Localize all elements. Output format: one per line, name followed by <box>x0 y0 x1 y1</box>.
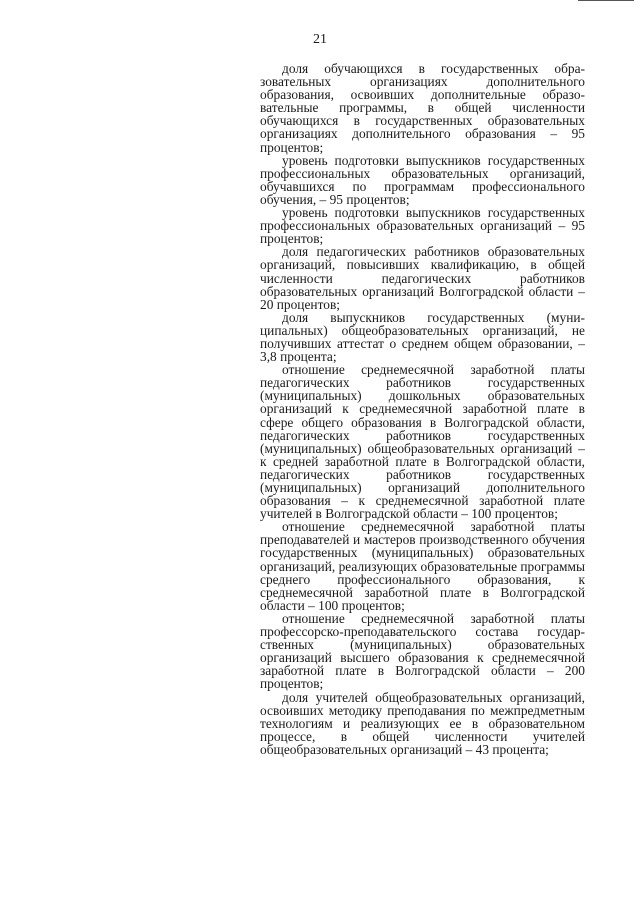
paragraph-graduates-without-certificate: доля выпускников государственных (муниципальных) общеобразовательных организаций, не получивших аттестат о среднем общем образовании, – 3,8 процента; <box>260 309 585 365</box>
document-body <box>260 62 585 756</box>
paragraph-teacher-salary-ratio: отношение среднемесячной заработной платы педагогических работников государственных (муниципальных) дошкольных образовательных организаций к среднемесячной заработной плате в сфере общего образования в Волгоградской области, педагогических работников государственных (муниципальных) общеобразовательных организаций – к средней заработной плате в Волгоградской области, педагогических работников государственных (муниципальных) организаций дополнительного образования – к среднемесячной заработной плате учителей в Волгоградской области – 100 процентов; <box>260 362 585 522</box>
page-number: 21 <box>313 32 327 47</box>
paragraph-teacher-qualification-share: доля педагогических работников образовательных организаций, повысивших квалификацию, в общей численности педагогических работников образовательных организаций Волгоградской области – 20 процентов; <box>260 244 585 312</box>
paragraph-graduate-training-level: уровень подготовки выпускников государственных профессиональных образовательных организаций – 95 процентов; <box>260 205 585 247</box>
paragraph-higher-education-salary-ratio: отношение среднемесячной заработной платы профессорско-преподавательского состава государственных (муниципальных) образовательных организаций высшего образования к среднемесячной заработной плате в Волгоградской области – 200 процентов; <box>260 610 585 692</box>
paragraph-interdisciplinary-teachers-share: доля учителей общеобразовательных организаций, освоивших методику преподавания по межпредметным технологиям и реализующих ее в образовательном процессе, в общей численности учителей общеобразовательных организаций – 43 процента; <box>260 689 585 757</box>
paragraph-additional-education-share: доля обучающихся в государственных образовательных организациях дополнительного образования, освоивших дополнительные образовательные программы, в общей численности обучающихся в государственных образовательных организациях дополнительного образования – 95 процентов; <box>260 61 585 155</box>
corner-rule <box>578 0 634 1</box>
paragraph-vocational-training-level: уровень подготовки выпускников государственных профессиональных образовательных организаций, обучавшихся по программам профессионального обучения, – 95 процентов; <box>260 152 585 207</box>
paragraph-vocational-staff-salary-ratio: отношение среднемесячной заработной платы преподавателей и мастеров производственного обучения государственных (муниципальных) образовательных организаций, реализующих образовательные программы среднего профессионального образования, к среднемесячной заработной плате в Волгоградской области – 100 процентов; <box>260 519 585 613</box>
